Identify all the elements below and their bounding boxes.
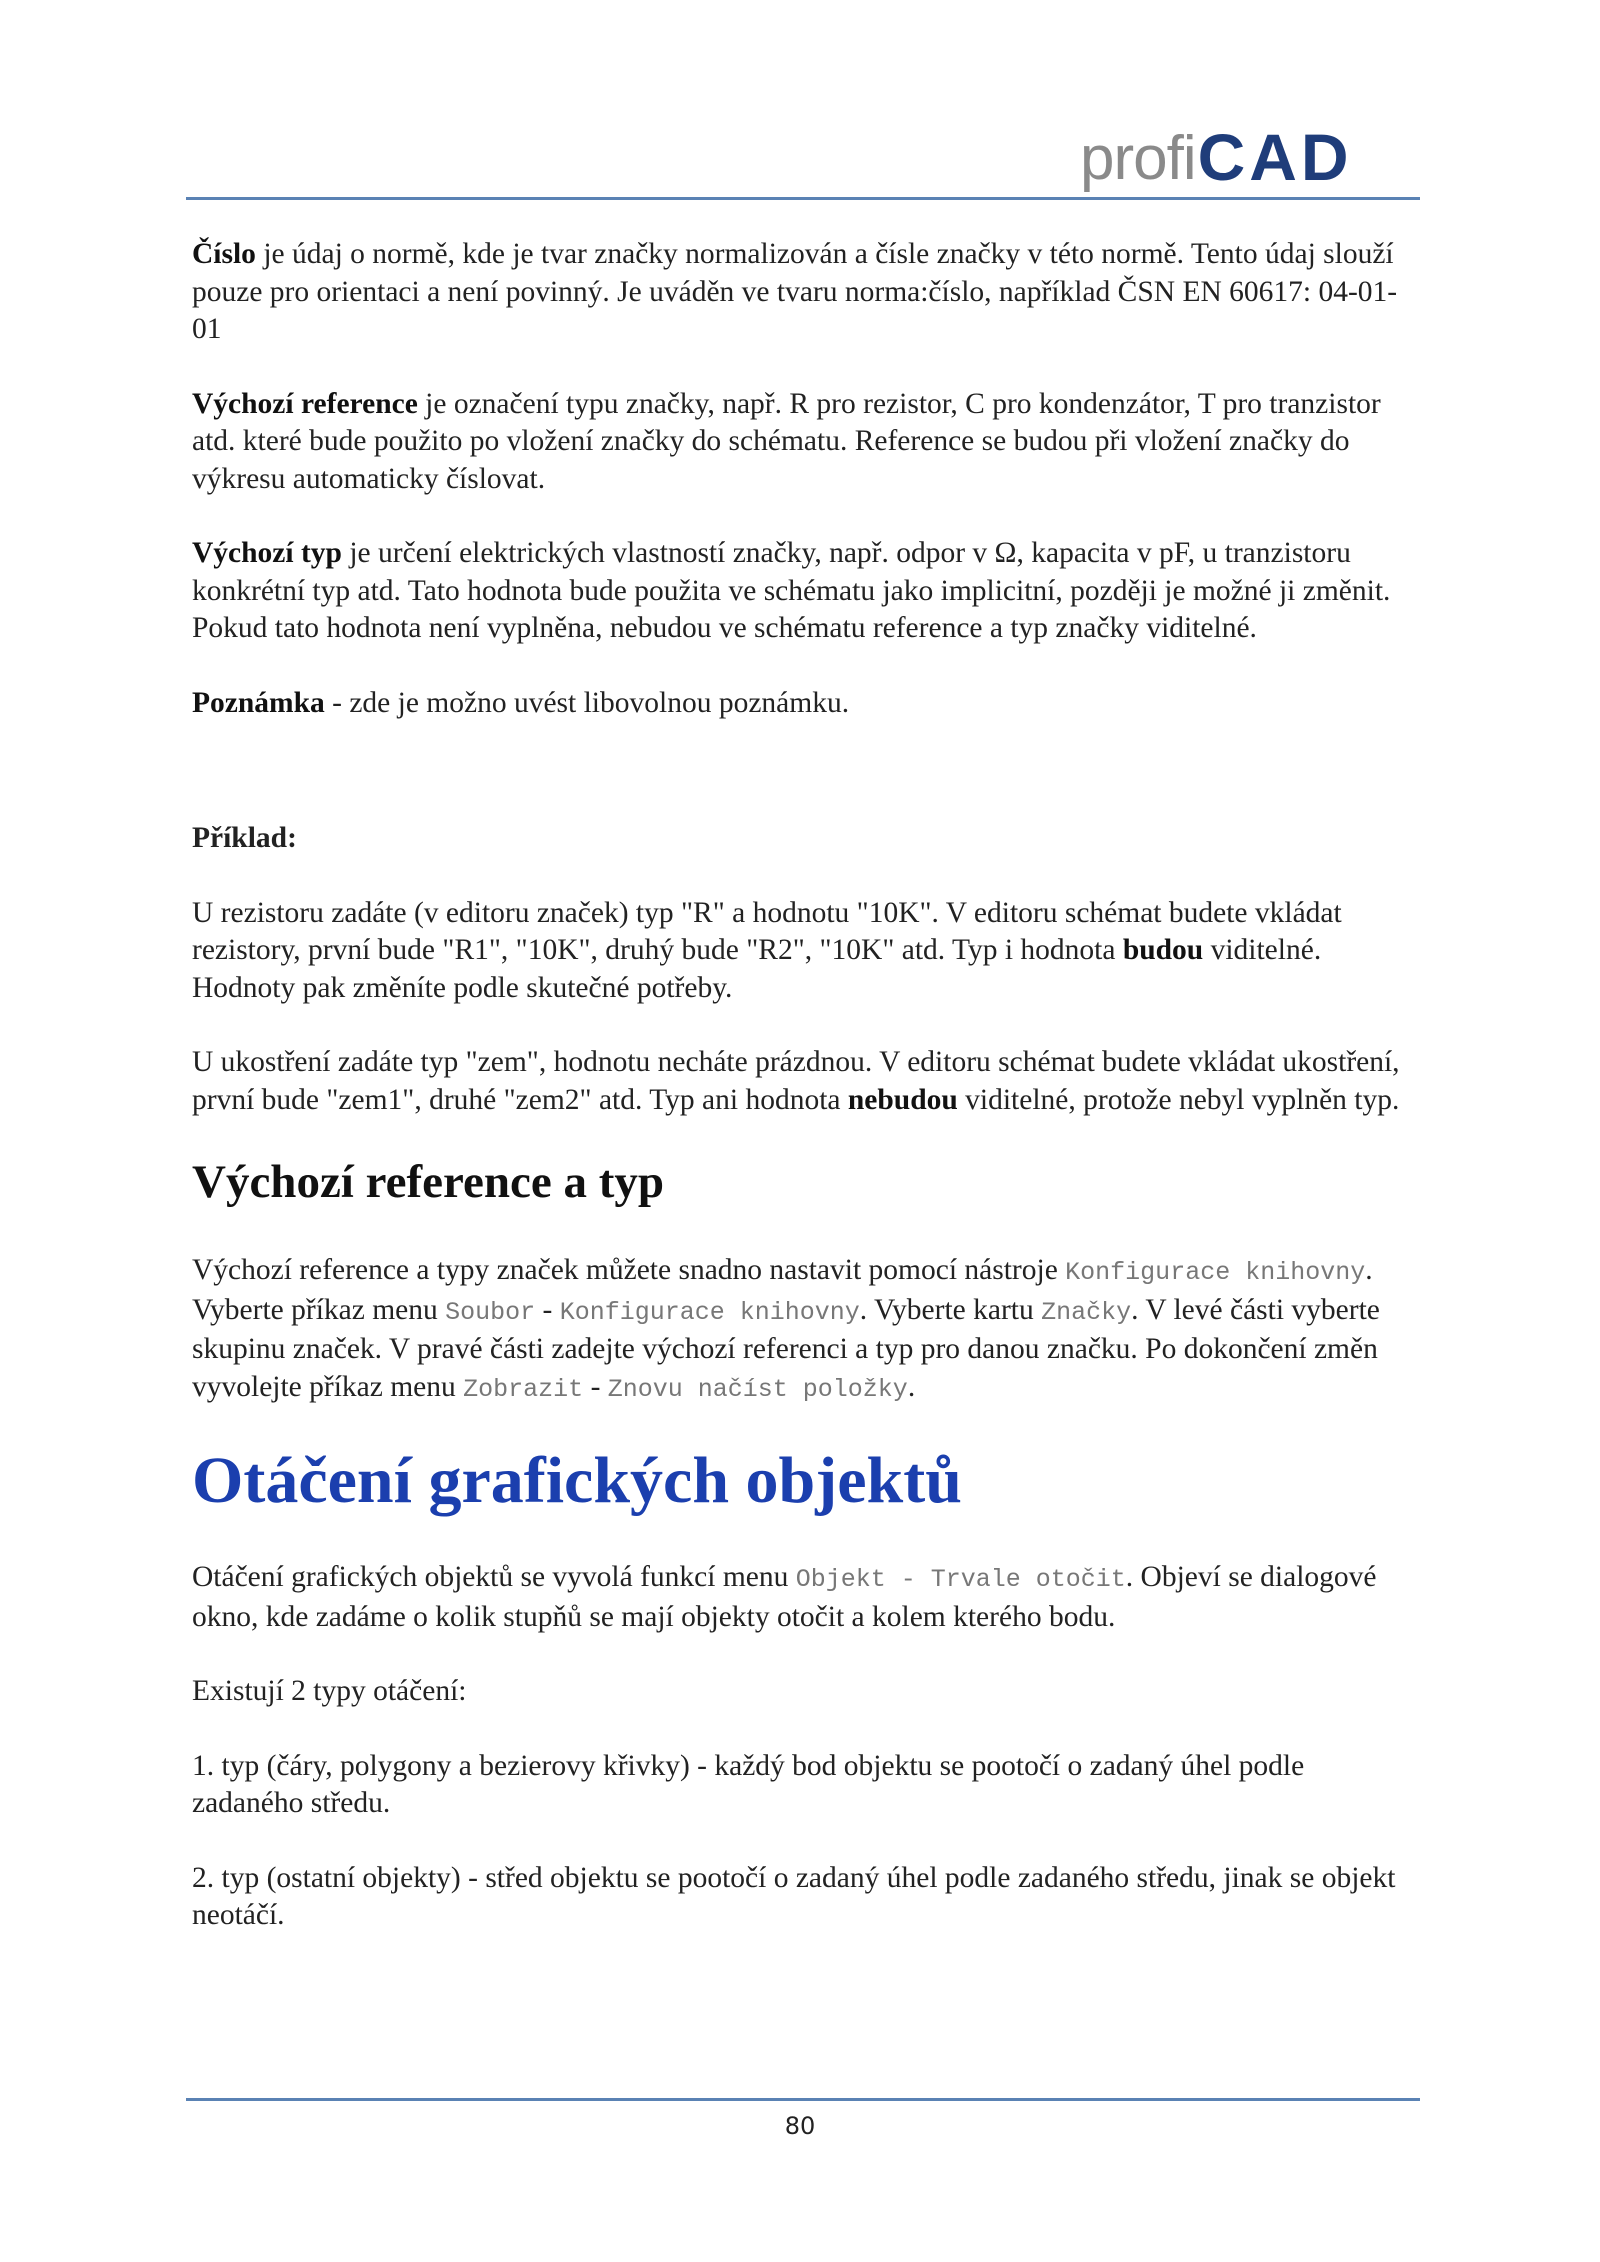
paragraph-ukostreni-example — [192, 1044, 1420, 1119]
term-cislo: Číslo — [192, 238, 256, 270]
paragraph-rezistor-example — [192, 895, 1420, 1008]
logo-profi-text: profi — [1080, 124, 1196, 193]
ukostreni-bold: nebudou — [847, 1083, 958, 1116]
paragraph-rotation-intro — [192, 1559, 1420, 1636]
paragraph-vychozi-typ — [192, 535, 1420, 648]
page-content — [192, 236, 1420, 1972]
rotation-text-b: . Objeví se dialogové okno, kde zadáme o kolik stupňů se mají objekty otočit a kolem kterého bodu. — [192, 1561, 1377, 1633]
desc-poznamka: - zde je možno uvést libovolnou poznámku. — [324, 686, 850, 719]
term-poznamka: Poznámka — [192, 686, 325, 719]
chapter-title: Otáčení grafických objektů — [192, 1444, 962, 1517]
ukostreni-text-b: viditelné, protože nebyl vyplněn typ. — [957, 1083, 1400, 1116]
paragraph-rotation-type-2: 2. typ (ostatní objekty) - střed objektu se pootočí o zadaný úhel podle zadaného středu, jinak se objekt neotáčí. — [192, 1861, 1396, 1931]
section-text-1: Výchozí reference a typy značek můžete snadno nastavit pomocí nástroje — [192, 1254, 1066, 1286]
desc-vychozi-reference: je označení typu značky, např. R pro rezistor, C pro kondenzátor, T pro tranzistor atd. které bude použito po vložení značky do schématu. Reference se budou při vložení značky do výkresu automaticky číslovat. — [192, 387, 1381, 495]
rezistor-text-b: viditelné. Hodnoty pak změníte podle skutečné potřeby. — [192, 934, 1322, 1004]
section-text-5: . V levé části vyberte skupinu značek. V pravé části zadejte výchozí referenci a typ pro danou značku. Po dokončení změn vyvolejte příkaz menu — [192, 1293, 1380, 1403]
example-heading: Příklad: — [192, 822, 297, 854]
page-number: 80 — [784, 2112, 816, 2140]
menu-zobrazit: Zobrazit — [463, 1374, 584, 1404]
term-vychozi-typ: Výchozí typ — [192, 537, 342, 569]
section-text-3: - — [535, 1293, 560, 1326]
rezistor-text-a: U rezistoru zadáte (v editoru značek) typ "R" a hodnotu "10K". V editoru schémat budete vkládat rezistory, první bude "R1", "10K", druhý bude "R2", "10K" atd. Typ i hodnota — [192, 896, 1342, 966]
menu-znovu-nacist-polozky: Znovu načíst položky — [607, 1374, 908, 1404]
section-text-7: . — [907, 1370, 916, 1403]
footer-rule — [186, 2098, 1420, 2101]
menu-soubor: Soubor — [445, 1297, 536, 1327]
rezistor-bold: budou — [1122, 934, 1204, 966]
section-text-2: . Vyberte příkaz menu — [192, 1254, 1373, 1326]
section-text-4: . Vyberte kartu — [859, 1293, 1042, 1326]
paragraph-rotation-type-1: 1. typ (čáry, polygony a bezierovy křivky) - každý bod objektu se pootočí o zadaný úhel podle zadaného středu. — [192, 1749, 1305, 1819]
section-title: Výchozí reference a typ — [192, 1156, 665, 1208]
section-text-6: - — [583, 1370, 608, 1403]
paragraph-rotation-types: Existují 2 typy otáčení: — [192, 1675, 467, 1707]
paragraph-vychozi-reference — [192, 386, 1420, 499]
desc-cislo: je údaj o normě, kde je tvar značky normalizován a čísle značky v této normě. Tento údaj slouží pouze pro orientaci a není povinný. Je uváděn ve tvaru norma:číslo, například ČSN EN 60617: 04-01-01 — [192, 238, 1398, 345]
ukostreni-text-a: U ukostření zadáte typ "zem", hodnotu necháte prázdnou. V editoru schémat budete vkládat ukostření, první bude "zem1", druhé "zem2" atd. Typ ani hodnota — [192, 1046, 1400, 1116]
rotation-text-a: Otáčení grafických objektů se vyvolá funkcí menu — [192, 1561, 796, 1593]
term-vychozi-reference: Výchozí reference — [192, 387, 418, 420]
paragraph-cislo — [192, 236, 1420, 349]
tab-znacky: Značky — [1041, 1297, 1132, 1327]
menu-konfigurace-knihovny: Konfigurace knihovny — [1065, 1258, 1366, 1287]
paragraph-poznamka — [192, 685, 1420, 723]
logo-cad-text: CAD — [1197, 120, 1353, 194]
menu-objekt-trvale-otocit: Objekt - Trvale otočit — [795, 1565, 1126, 1594]
proficad-logo — [1080, 100, 1353, 194]
paragraph-section-body — [192, 1252, 1420, 1408]
header-rule — [186, 197, 1420, 200]
menu-konfigurace-knihovny-2: Konfigurace knihovny — [559, 1297, 860, 1327]
desc-vychozi-typ: je určení elektrických vlastností značky, např. odpor v Ω, kapacita v pF, u tranzistoru konkrétní typ atd. Tato hodnota bude použita ve schématu jako implicitní, později je možné ji změnit. Pokud tato hodnota není vyplněna, nebudou ve schématu reference a typ značky viditelné. — [192, 537, 1391, 644]
